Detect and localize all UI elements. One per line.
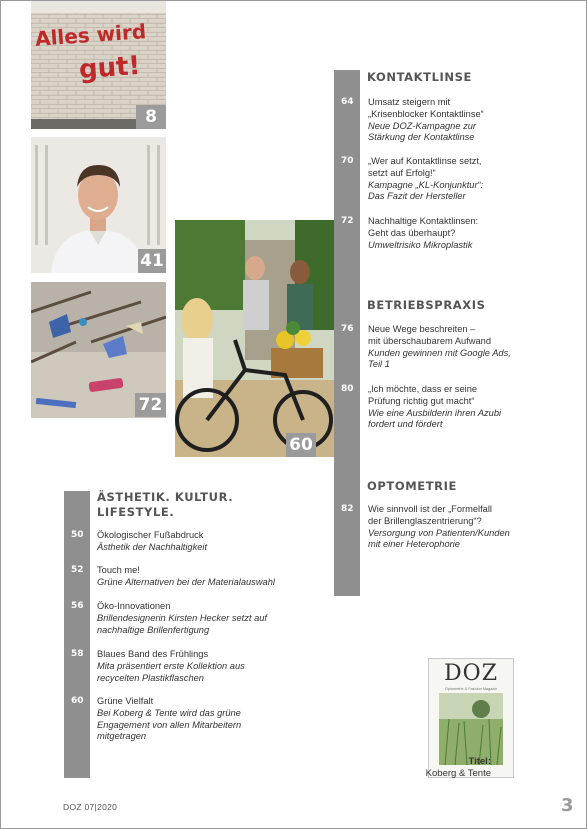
- toc-entry-subtitle: Wie eine Ausbilderin ihren Azubi fordert und fördert: [368, 407, 502, 430]
- plastic-debris-photo: [31, 282, 166, 418]
- toc-entry[interactable]: [71, 649, 311, 684]
- toc-entry-page: 82: [341, 504, 354, 514]
- page-badge: 41: [138, 249, 166, 273]
- cover-caption: [426, 756, 491, 780]
- toc-entry-title: „Wer auf Kontaktlinse setzt, setzt auf Erfolg!“: [368, 156, 482, 178]
- toc-entry-page: 64: [341, 97, 354, 107]
- page-badge: 60: [286, 433, 316, 457]
- toc-entry-title: Blaues Band des Frühlings: [97, 649, 209, 659]
- toc-entry[interactable]: [71, 530, 311, 554]
- toc-entry-subtitle: Neue DOZ-Kampagne zur Stärkung der Kontaktlinse: [368, 120, 476, 143]
- toc-entry-subtitle: Kunden gewinnen mit Google Ads, Teil 1: [368, 347, 511, 370]
- toc-entry-page: 80: [341, 384, 354, 394]
- toc-entry-page: 58: [71, 649, 84, 659]
- toc-entry-title: Neue Wege beschreiten – mit überschaubarem Aufwand: [368, 324, 491, 346]
- toc-entry[interactable]: [341, 324, 566, 371]
- toc-entry-subtitle: Ästhetik der Nachhaltigkeit: [97, 541, 208, 552]
- toc-entry-subtitle: Mita präsentiert erste Kollektion aus recycelten Plastikflaschen: [97, 660, 245, 683]
- cover-subtitle: Optometrie & Fashion Magazin: [444, 687, 498, 691]
- graffiti-text-line1: Alles wird: [34, 19, 147, 51]
- graffiti-photo: [31, 1, 166, 129]
- toc-entry[interactable]: [71, 696, 311, 743]
- cover-image: [439, 693, 503, 765]
- toc-entry-title: Grüne Vielfalt: [97, 696, 154, 706]
- section-title-optometrie: OPTOMETRIE: [367, 479, 457, 493]
- toc-entry[interactable]: [71, 565, 311, 589]
- toc-entry-subtitle: Kampagne „KL-Konjunktur“: Das Fazit der Hersteller: [368, 179, 484, 202]
- toc-entry-subtitle: Umweltrisiko Mikroplastik: [368, 239, 473, 250]
- toc-entry[interactable]: [341, 156, 566, 203]
- toc-entry-page: 60: [71, 696, 84, 706]
- section-title-betriebspraxis: BETRIEBSPRAXIS: [367, 298, 486, 312]
- footer-page-number: 3: [561, 795, 574, 816]
- page-badge: 8: [136, 105, 166, 129]
- toc-entry[interactable]: [341, 216, 566, 251]
- section-title-kontaktlinse: KONTAKTLINSE: [367, 70, 472, 84]
- toc-entry-page: 76: [341, 324, 354, 334]
- toc-entry-page: 70: [341, 156, 354, 166]
- portrait-photo: [31, 137, 166, 273]
- bicycles-photo: [175, 220, 334, 457]
- toc-entry-title: Umsatz steigern mit „Krisenblocker Kontaktlinse“: [368, 97, 484, 119]
- toc-entry[interactable]: [341, 504, 566, 551]
- toc-entry-page: 72: [341, 216, 354, 226]
- toc-entry-page: 50: [71, 530, 84, 540]
- toc-entry-subtitle: Grüne Alternativen bei der Materialauswahl: [97, 576, 275, 587]
- page-badge: 72: [135, 393, 166, 417]
- toc-entry[interactable]: [341, 97, 566, 144]
- toc-entry-page: 52: [71, 565, 84, 575]
- caption-label: Titel:: [468, 756, 491, 767]
- toc-entry-title: Touch me!: [97, 565, 140, 575]
- cover-logo: DOZ: [444, 661, 498, 686]
- footer-issue: DOZ 07|2020: [63, 802, 118, 812]
- toc-entry-title: Wie sinnvoll ist der „Formelfall der Brillenglaszentrierung“?: [368, 504, 492, 526]
- section-title-aesthetik: ÄSTHETIK. KULTUR. LIFESTYLE.: [97, 490, 234, 519]
- toc-entry[interactable]: [341, 384, 566, 431]
- toc-entry-subtitle: Bei Koberg & Tente wird das grüne Engagement von allen Mitarbeitern mitgetragen: [97, 707, 242, 742]
- toc-entry-title: „Ich möchte, dass er seine Prüfung richtig gut macht“: [368, 384, 478, 406]
- caption-value: Koberg & Tente: [425, 768, 491, 779]
- toc-entry-subtitle: Brillendesignerin Kirsten Hecker setzt auf nachhaltige Brillenfertigung: [97, 612, 268, 635]
- toc-entry-title: Ökologischer Fußabdruck: [97, 530, 204, 540]
- toc-entry-page: 56: [71, 601, 84, 611]
- toc-entry[interactable]: [71, 601, 311, 636]
- toc-entry-subtitle: Versorgung von Patienten/Kunden mit einer Heterophorie: [368, 527, 510, 550]
- graffiti-text-line2: gut!: [78, 50, 142, 86]
- toc-entry-title: Öko-Innovationen: [97, 601, 171, 611]
- toc-entry-title: Nachhaltige Kontaktlinsen: Geht das überhaupt?: [368, 216, 479, 238]
